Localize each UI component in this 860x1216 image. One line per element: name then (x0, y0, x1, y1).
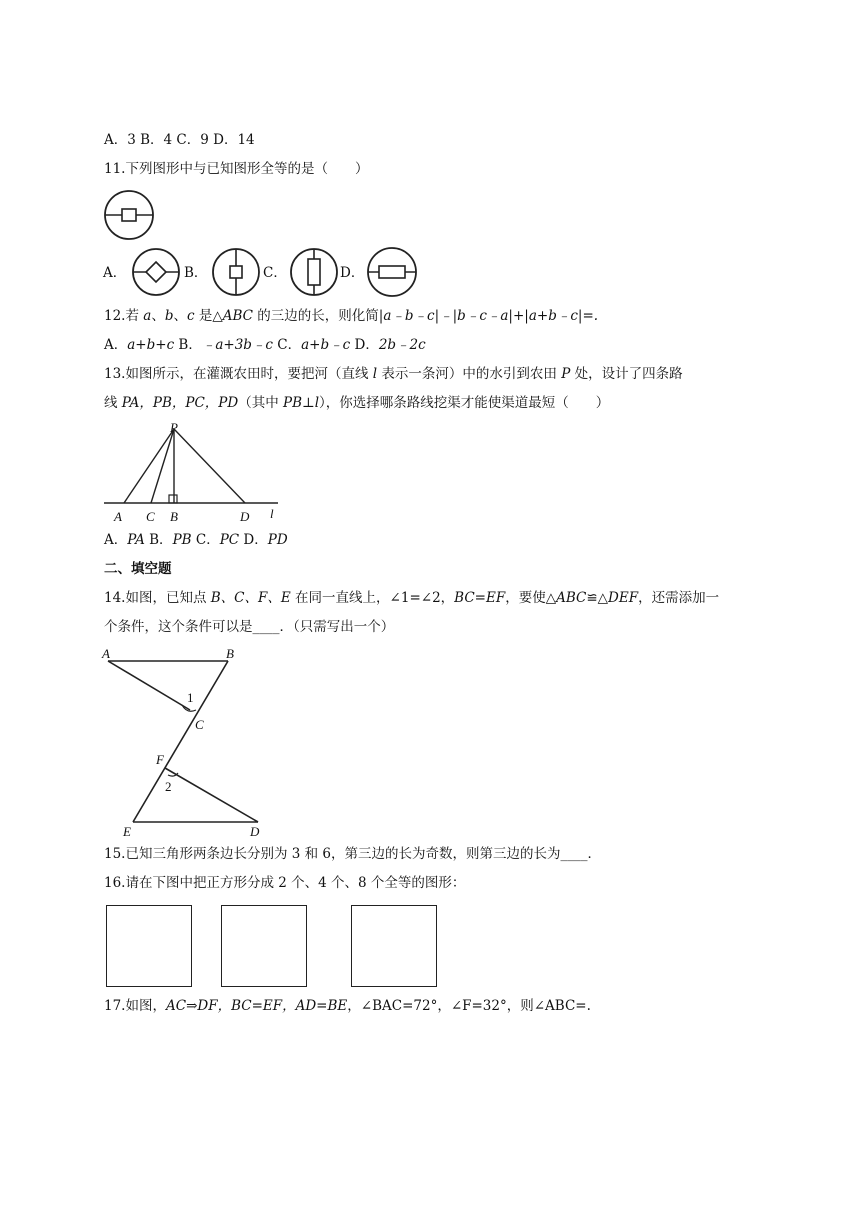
q16-stem: 16.请在下图中把正方形分成 2 个、4 个、8 个全等的图形： (104, 875, 466, 891)
q13-stem-line2: 线 PA，PB，PC，PD（其中 PB⊥l），你选择哪条路线挖渠才能使渠道最短（ ） (104, 395, 610, 411)
label-f: F (156, 752, 164, 767)
q11-option-a-icon (133, 249, 179, 295)
label-l: l (270, 506, 274, 521)
label-p: P (170, 420, 178, 435)
q14-stem-line2: 个条件，这个条件可以是____．（只需写出一个） (104, 619, 395, 635)
q11-label-b: B． (184, 265, 208, 281)
q11-stem: 11.下列图形中与已知图形全等的是（ ） (104, 161, 369, 177)
label-e: E (123, 824, 131, 839)
q11-label-a: A． (103, 265, 127, 281)
q11-options-figure (100, 244, 430, 302)
label-a: A (114, 509, 122, 524)
q11-option-b-icon (213, 249, 259, 295)
q13-stem-line1: 13.如图所示，在灌溉农田时，要把河（直线 l 表示一条河）中的水引到农田 P 处，设计了四条路 (104, 366, 683, 382)
q15-stem: 15.已知三角形两条边长分别为 3 和 6，第三边的长为奇数，则第三边的长为____． (104, 846, 602, 862)
route-pd (174, 429, 245, 503)
q12-options: A．a+b+c B．﹣a+3b﹣c C．a+b﹣c D．2b﹣2c (104, 337, 426, 353)
route-pc (151, 429, 174, 503)
q12-stem: 12.若 a、b、c 是△ABC 的三边的长，则化简|a﹣b﹣c|﹣|b﹣c﹣a|+|a+b﹣c|=. (104, 308, 599, 324)
q17-stem: 17.如图，AC⇒DF，BC=EF，AD=BE，∠BAC=72°，∠F=32°，则∠ABC=. (104, 998, 591, 1014)
square-2 (221, 905, 307, 987)
label-d: D (240, 509, 250, 524)
q10-options: A．3 B．4 C．9 D．14 (104, 132, 255, 148)
label-angle-1: 1 (187, 690, 194, 705)
square-3 (351, 905, 437, 987)
label-angle-2: 2 (165, 779, 172, 794)
section-heading: 二、填空题 (104, 561, 172, 577)
square-1 (106, 905, 192, 987)
q13-figure (100, 418, 290, 528)
route-pa (124, 429, 174, 503)
q11-label-c: C． (263, 265, 287, 281)
q14-figure (98, 642, 278, 842)
q11-option-c-icon (291, 249, 337, 295)
q11-option-d-icon (368, 248, 416, 296)
label-b: B (170, 509, 178, 524)
label-d: D (250, 824, 260, 839)
q14-stem-line1: 14.如图，已知点 B、C、F、E 在同一直线上，∠1=∠2，BC=EF，要使△ABC≌△DEF，还需添加一 (104, 590, 720, 606)
q11-given-figure (100, 188, 160, 244)
label-c: C (195, 717, 204, 732)
q13-options: A．PA B．PB C．PC D．PD (104, 532, 288, 548)
label-b: B (226, 646, 234, 661)
q11-label-d: D． (340, 265, 365, 281)
label-c: C (146, 509, 155, 524)
label-a: A (102, 646, 110, 661)
right-angle-mark (169, 495, 177, 503)
